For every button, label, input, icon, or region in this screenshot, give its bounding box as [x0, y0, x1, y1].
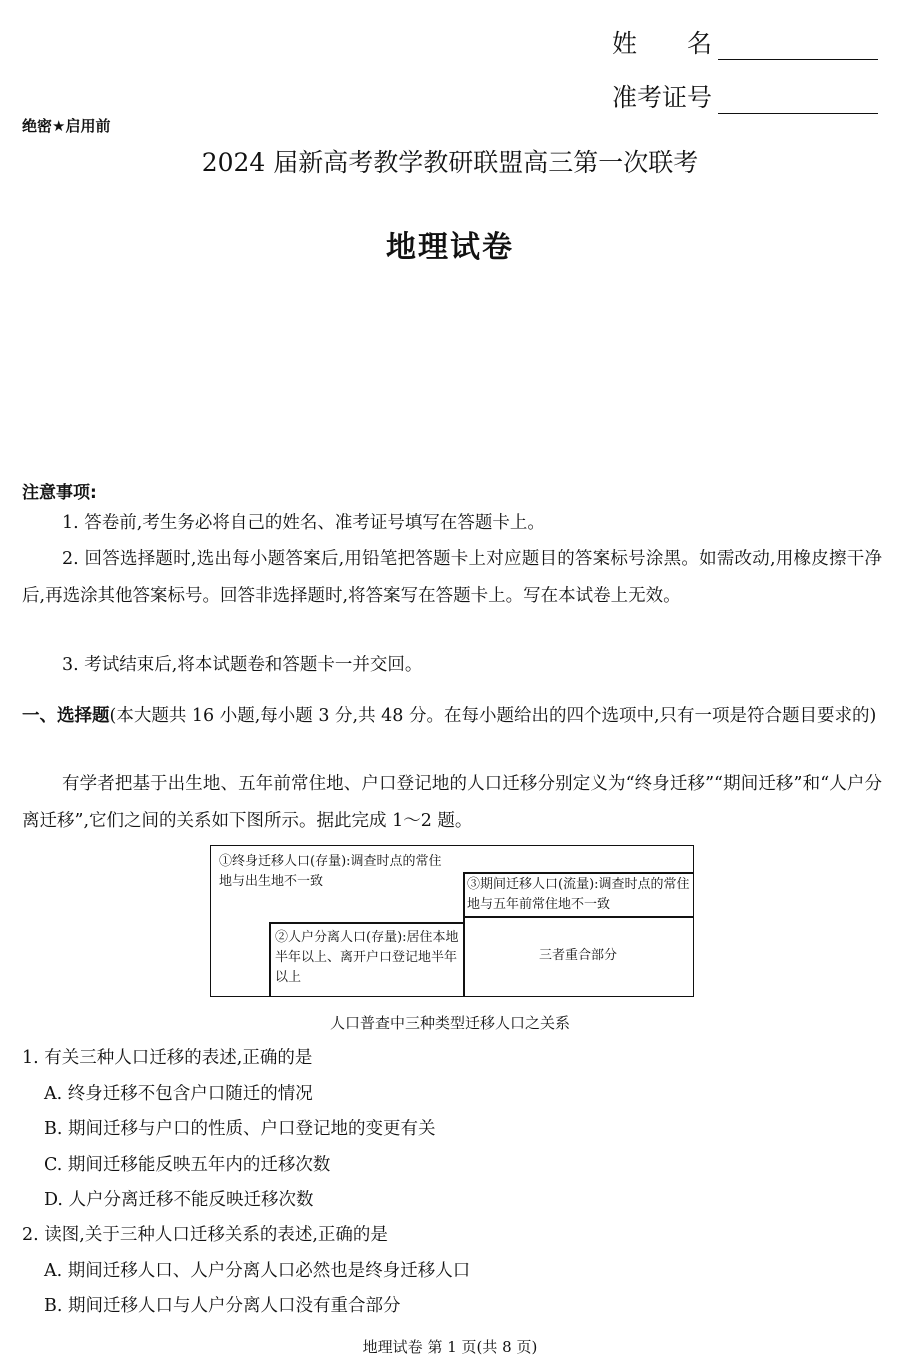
diagram-box-period-migration: ③期间迁移人口(流量):调查时点的常住地与五年前常住地不一致 — [467, 877, 690, 912]
name-label: 姓 名 — [612, 29, 713, 58]
question-2-stem: 2. 读图,关于三种人口迁移关系的表述,正确的是 — [22, 1225, 388, 1245]
notice-item-3: 3. 考试结束后,将本试题卷和答题卡一并交回。 — [62, 655, 423, 675]
diagram-box-household-separation: ②人户分离人口(存量):居住本地半年以上、离开户口登记地半年以上 — [275, 930, 459, 985]
confidential-mark: 绝密★启用前 — [22, 117, 111, 135]
question-1-stem: 1. 有关三种人口迁移的表述,正确的是 — [22, 1048, 313, 1068]
exam-id-blank-line — [718, 87, 878, 114]
question-2-option-b: B. 期间迁移人口与人户分离人口没有重合部分 — [44, 1296, 401, 1316]
page-footer: 地理试卷 第 1 页(共 8 页) — [362, 1338, 538, 1356]
question-1-option-a: A. 终身迁移不包含户口随迁的情况 — [44, 1084, 313, 1104]
exam-id-label: 准考证号 — [612, 83, 713, 112]
exam-title: 2024 届新高考教学教研联盟高三第一次联考 — [201, 148, 699, 177]
question-intro: 有学者把基于出生地、五年前常住地、户口登记地的人口迁移分别定义为“终身迁移”“期间迁移”和“人户分离迁移”,它们之间的关系如下图所示。据此完成 1～2 题。 — [22, 774, 882, 831]
question-1-option-b: B. 期间迁移与户口的性质、户口登记地的变更有关 — [44, 1119, 436, 1139]
diagram-caption: 人口普查中三种类型迁移人口之关系 — [329, 1014, 570, 1032]
section-header — [22, 698, 882, 735]
section-title: 一、选择题 — [22, 706, 110, 726]
notice-item-2: 2. 回答选择题时,选出每小题答案后,用铅笔把答题卡上对应题目的答案标号涂黑。如需改动,用橡皮擦干净后,再选涂其他答案标号。回答非选择题时,将答案写在答题卡上。写在本试卷上无效。 — [22, 549, 882, 606]
name-blank-line — [718, 33, 878, 60]
diagram-divider-v1 — [463, 872, 465, 996]
exam-id-field — [612, 78, 878, 114]
diagram-divider-h2 — [463, 916, 693, 918]
notice-item-1: 1. 答卷前,考生务必将自己的姓名、准考证号填写在答题卡上。 — [62, 513, 545, 533]
diagram-divider-h1 — [463, 872, 693, 874]
section-desc: (本大题共 16 小题,每小题 3 分,共 48 分。在每小题给出的四个选项中,只有一项是符合题目要求的) — [109, 706, 877, 726]
migration-diagram — [210, 845, 694, 997]
notice-title: 注意事项: — [22, 483, 97, 503]
diagram-divider-h3 — [269, 922, 465, 924]
diagram-box-overlap: 三者重合部分 — [538, 948, 617, 963]
name-field — [612, 24, 878, 60]
diagram-divider-v2 — [269, 922, 271, 996]
question-1-option-d: D. 人户分离迁移不能反映迁移次数 — [44, 1190, 314, 1210]
subject-title: 地理试卷 — [386, 230, 514, 265]
diagram-box-lifetime-migration: ①终身迁移人口(存量):调查时点的常住地与出生地不一致 — [219, 854, 442, 889]
question-1-option-c: C. 期间迁移能反映五年内的迁移次数 — [44, 1155, 331, 1175]
question-2-option-a: A. 期间迁移人口、人户分离人口必然也是终身迁移人口 — [44, 1261, 471, 1281]
